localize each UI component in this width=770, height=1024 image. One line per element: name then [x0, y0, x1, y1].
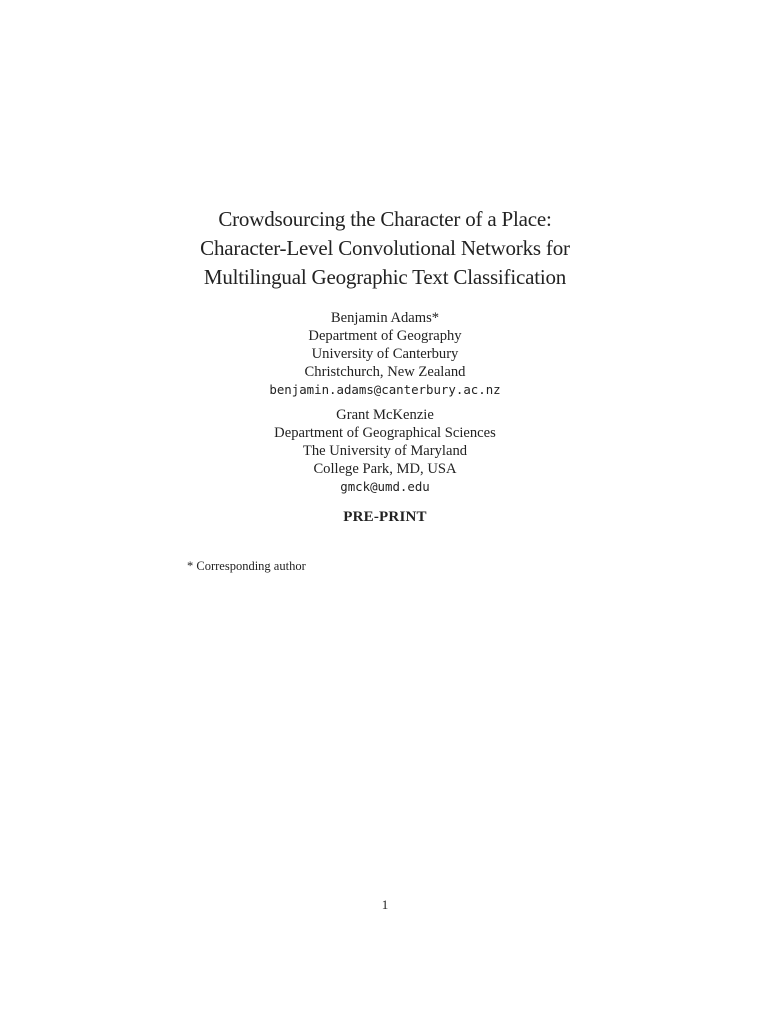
- author-email: benjamin.adams@canterbury.ac.nz: [269, 382, 501, 397]
- title-line-3: Multilingual Geographic Text Classification: [203, 265, 567, 289]
- paper-title: [0, 205, 770, 292]
- author-name: Grant McKenzie: [336, 407, 434, 423]
- author-institution: University of Canterbury: [311, 346, 459, 362]
- author-block-mckenzie: [0, 406, 770, 496]
- author-email: gmck@umd.edu: [340, 479, 430, 494]
- page-number: 1: [381, 897, 389, 912]
- author-department: Department of Geography: [308, 328, 462, 344]
- author-institution: The University of Maryland: [302, 443, 468, 459]
- author-department: Department of Geographical Sciences: [274, 425, 496, 441]
- author-name: Benjamin Adams*: [330, 310, 440, 326]
- author-location: Christchurch, New Zealand: [304, 364, 466, 380]
- author-location: College Park, MD, USA: [313, 461, 457, 477]
- corresponding-author-footnote: * Corresponding author: [187, 559, 306, 573]
- title-line-1: Crowdsourcing the Character of a Place:: [218, 207, 552, 231]
- author-block-adams: [0, 309, 770, 399]
- preprint-label: PRE-PRINT: [343, 509, 427, 525]
- title-line-2: Character-Level Convolutional Networks for: [200, 236, 570, 260]
